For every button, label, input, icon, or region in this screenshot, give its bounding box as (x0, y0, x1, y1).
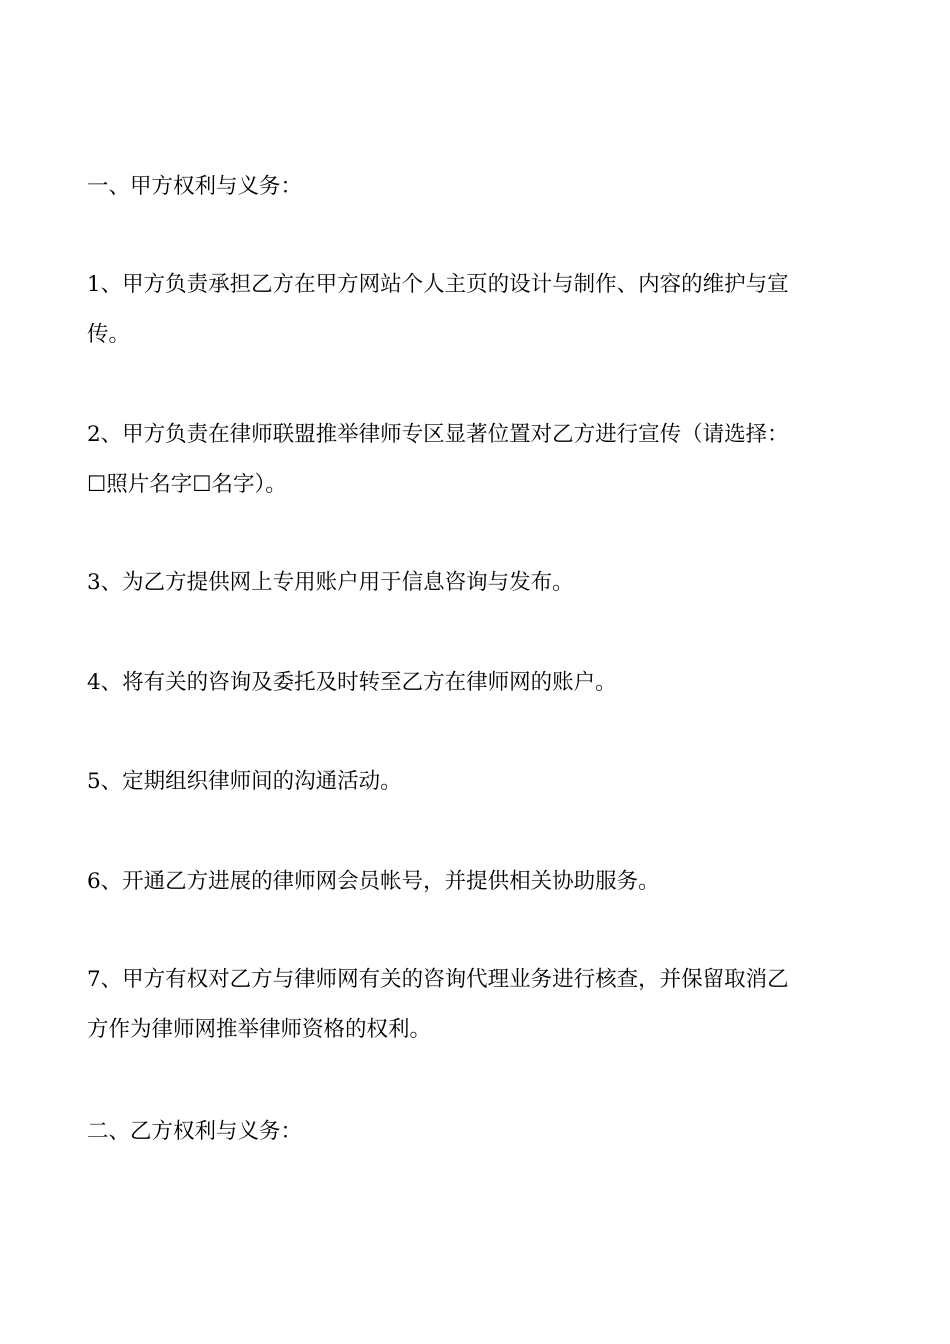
clause-2-line-1: 2、甲方负责在律师联盟推举律师专区显著位置对乙方进行宣传（请选择： (87, 422, 789, 447)
clause-2-line-2: ☐照片名字☐名字）。 (87, 472, 287, 497)
clause-3-line-1: 3、为乙方提供网上专用账户用于信息咨询与发布。 (87, 570, 574, 595)
heading-text: 一、甲方权利与义务： (87, 174, 303, 199)
section-heading-party-b (87, 1107, 869, 1157)
section-heading-party-a (87, 162, 869, 212)
clause-1 (87, 260, 869, 360)
clause-7-line-2: 方作为律师网推举律师资格的权利。 (87, 1017, 432, 1042)
clause-7-line-1: 7、甲方有权对乙方与律师网有关的咨询代理业务进行核查，并保留取消乙 (87, 967, 789, 992)
heading-text: 二、乙方权利与义务： (87, 1119, 303, 1144)
clause-3 (87, 558, 869, 608)
clause-6-line-1: 6、开通乙方进展的律师网会员帐号，并提供相关协助服务。 (87, 869, 660, 894)
clause-1-line-2: 传。 (87, 322, 131, 347)
clause-7 (87, 955, 869, 1055)
clause-6 (87, 857, 869, 907)
clause-1-line-1: 1、甲方负责承担乙方在甲方网站个人主页的设计与制作、内容的维护与宣 (87, 272, 789, 297)
clause-5-line-1: 5、定期组织律师间的沟通活动。 (87, 769, 402, 794)
clause-4-line-1: 4、将有关的咨询及委托及时转至乙方在律师网的账户。 (87, 670, 617, 695)
clause-4 (87, 658, 869, 708)
clause-2 (87, 410, 869, 510)
clause-5 (87, 757, 869, 807)
